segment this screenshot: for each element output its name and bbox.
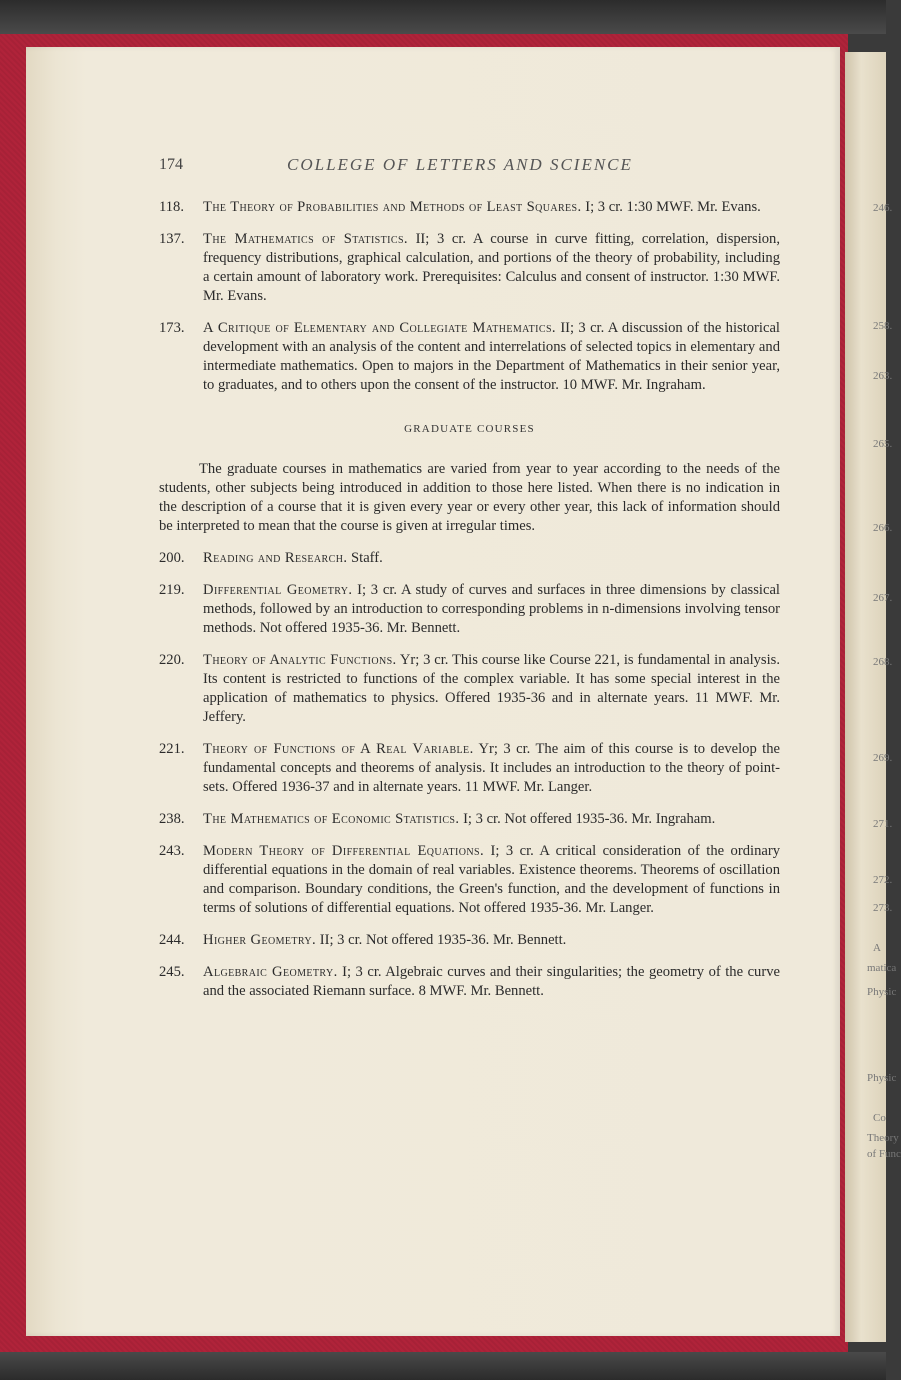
background-top bbox=[0, 0, 886, 34]
course-description: I; 3 cr. Algebraic curves and their singularities; the geometry of the curve and the associated Riemann surface. 8 MWF. Mr. Bennett. bbox=[203, 964, 780, 999]
course-number: 243. bbox=[159, 843, 185, 859]
next-page-fragment: 267. bbox=[873, 592, 893, 604]
course-number: 244. bbox=[159, 932, 185, 948]
next-page-fragment: 265. bbox=[873, 438, 893, 450]
next-page-fragment: 246. bbox=[873, 202, 893, 214]
course-description: Staff. bbox=[347, 550, 383, 566]
course-description: II; 3 cr. A discussion of the historical development with an analysis of the content and interrelations of selected topics in elementary and intermediate mathematics. Open to majors in the Department of Mathematics in their senior year, to graduates, and to others upon the consent of the instructor. 10 MWF. Mr. Ingraham. bbox=[203, 320, 780, 393]
course-title: Higher Geometry. bbox=[203, 932, 317, 948]
course-description: Yr; 3 cr. The aim of this course is to develop the fundamental concepts and theorems of analysis. It includes an introduction to the theory of point-sets. Offered 1936-37 and in alternate years. 11 MWF. Mr. Langer. bbox=[203, 741, 781, 795]
next-page-fragment: 266. bbox=[873, 522, 893, 534]
course-entry bbox=[159, 230, 780, 306]
next-page-fragment: 272. bbox=[873, 874, 893, 886]
course-entry bbox=[159, 963, 780, 1001]
course-title: The Mathematics of Economic Statistics. bbox=[203, 811, 460, 827]
course-description: I; 3 cr. A critical consideration of the ordinary differential equations in the domain of real variables. Existence theorems. Theorems of oscillation and comparison. Boundary conditions, the Green's function, and the development of functions in terms of solutions of differential equations. Not offered 1935-36. Mr. Langer. bbox=[203, 843, 780, 916]
next-page-fragment: Physic bbox=[867, 986, 897, 998]
course-number: 173. bbox=[159, 320, 185, 336]
course-entry bbox=[159, 651, 780, 727]
course-entry bbox=[159, 581, 780, 638]
next-page-fragment: Physic bbox=[867, 1072, 897, 1084]
course-title: The Mathematics of Statistics. bbox=[203, 231, 408, 247]
course-number: 137. bbox=[159, 231, 185, 247]
course-entry bbox=[159, 931, 780, 950]
next-page-fragment: 263. bbox=[873, 370, 893, 382]
course-entry bbox=[159, 319, 780, 395]
next-page-fragment: 258. bbox=[873, 320, 893, 332]
background-bottom bbox=[0, 1352, 886, 1380]
next-page-edge bbox=[845, 52, 901, 1342]
next-page-fragment: of Func bbox=[867, 1148, 901, 1160]
course-description: I; 3 cr. 1:30 MWF. Mr. Evans. bbox=[581, 199, 761, 215]
next-page-fragment: 273. bbox=[873, 902, 893, 914]
next-page-fragment: Co bbox=[873, 1112, 886, 1124]
next-page-fragment: 268. bbox=[873, 656, 893, 668]
course-number: 238. bbox=[159, 811, 185, 827]
course-number: 118. bbox=[159, 199, 184, 215]
page-header bbox=[159, 156, 779, 178]
course-title: A Critique of Elementary and Collegiate Mathematics. bbox=[203, 320, 556, 336]
course-description: I; 3 cr. Not offered 1935-36. Mr. Ingraham. bbox=[459, 811, 716, 827]
course-number: 219. bbox=[159, 582, 185, 598]
course-description: Yr; 3 cr. This course like Course 221, is fundamental in analysis. Its content is restricted to functions of the complex variable. It has some special interest in the application of mathematics to physics. Offered 1935-36 and in alternate years. 11 MWF. Mr. Jeffery. bbox=[203, 652, 780, 725]
course-number: 221. bbox=[159, 741, 185, 757]
next-page-fragment: matica bbox=[867, 962, 897, 974]
course-number: 245. bbox=[159, 964, 185, 980]
course-title: Modern Theory of Differential Equations. bbox=[203, 843, 485, 859]
course-entry bbox=[159, 549, 780, 568]
course-description: II; 3 cr. Not offered 1935-36. Mr. Bennett. bbox=[316, 932, 567, 948]
course-description: I; 3 cr. A study of curves and surfaces in three dimensions by classical methods, followed by an introduction to corresponding problems in n-dimensions involving tensor methods. Not offered 1935-36. Mr. Bennett. bbox=[203, 582, 780, 636]
course-title: Theory of Functions of A Real Variable. bbox=[203, 741, 474, 757]
page-number: 174 bbox=[159, 156, 183, 173]
course-title: Theory of Analytic Functions. bbox=[203, 652, 397, 668]
course-entry bbox=[159, 810, 780, 829]
course-title: Reading and Research. bbox=[203, 550, 348, 566]
page-content bbox=[159, 198, 780, 1001]
section-heading: GRADUATE COURSES bbox=[404, 423, 535, 435]
next-page-fragment: 271. bbox=[873, 818, 893, 830]
course-title: Differential Geometry. bbox=[203, 582, 353, 598]
course-number: 200. bbox=[159, 550, 185, 566]
course-entry bbox=[159, 198, 780, 217]
course-title: Algebraic Geometry. bbox=[203, 964, 338, 980]
intro-paragraph: The graduate courses in mathematics are varied from year to year according to the needs of the students, other subjects being introduced in addition to those here listed. When there is no indication in the description of a course that it is given every year or every other year, this lack of information should be interpreted to mean that the course is given at irregular times. bbox=[159, 461, 780, 534]
course-title: The Theory of Probabilities and Methods of Least Squares. bbox=[203, 199, 582, 215]
next-page-fragment: 269. bbox=[873, 752, 893, 764]
course-description: II; 3 cr. A course in curve fitting, correlation, dispersion, frequency distributions, graphical calculation, and portions of the theory of probability, including a certain amount of laboratory work. Prerequisites: Calculus and consent of instructor. 1:30 MWF. Mr. Evans. bbox=[203, 231, 781, 304]
running-title: COLLEGE OF LETTERS AND SCIENCE bbox=[287, 155, 633, 174]
next-page-fragment: Theory bbox=[867, 1132, 899, 1144]
course-number: 220. bbox=[159, 652, 185, 668]
course-entry bbox=[159, 842, 780, 918]
next-page-fragment: A bbox=[873, 942, 881, 954]
course-entry bbox=[159, 740, 780, 797]
